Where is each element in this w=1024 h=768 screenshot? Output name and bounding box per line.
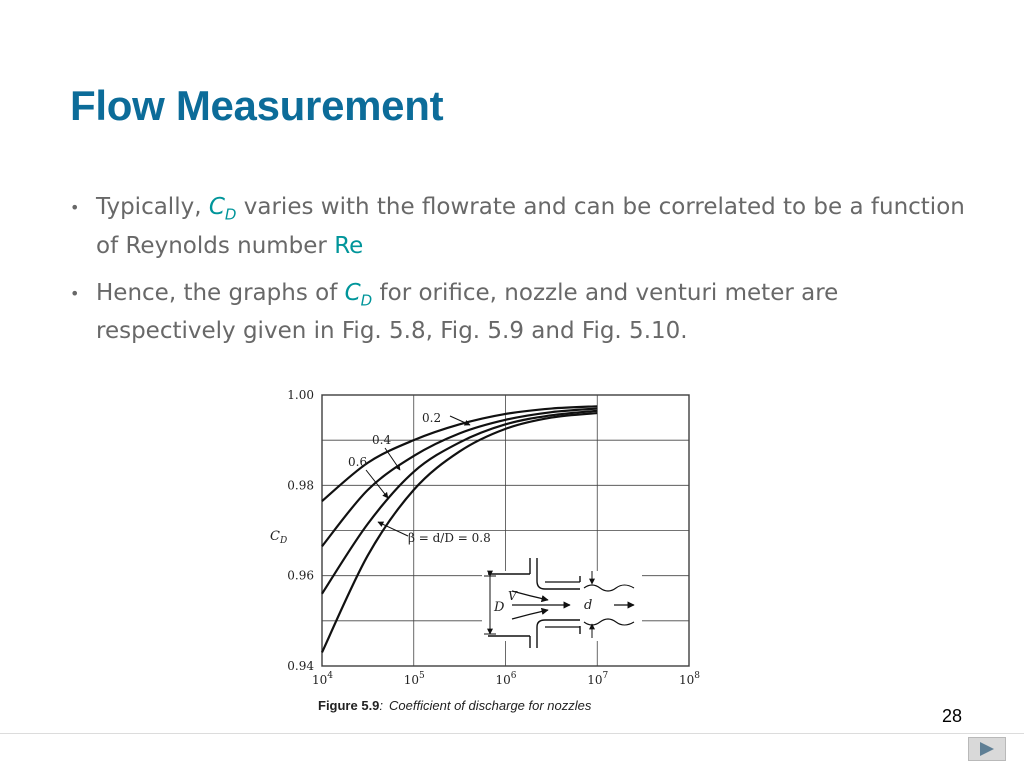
- y-tick-label: 0.96: [287, 568, 314, 583]
- velocity-label-V: V: [508, 589, 517, 603]
- page-number: 28: [941, 706, 962, 726]
- cd-symbol: $C_D$: [208, 194, 237, 224]
- curve-label-0.6: 0.6: [348, 455, 368, 469]
- y-tick-label: 1.00: [287, 388, 314, 402]
- bullet-dot-icon: •: [70, 283, 80, 303]
- bullet-list: [70, 192, 970, 363]
- x-tick-label: $10^8$: [679, 671, 701, 687]
- x-tick-label: $10^7$: [587, 671, 609, 687]
- footer-divider: [0, 733, 1024, 734]
- play-arrow-icon: [979, 742, 995, 756]
- cd-symbol: $C_D$: [344, 279, 373, 310]
- bullet-text: Hence, the graphs of: [96, 279, 345, 306]
- y-tick-label: 0.94: [287, 659, 314, 673]
- y-tick-label: 0.98: [287, 478, 314, 493]
- y-axis-label: $C_D$: [270, 529, 288, 546]
- bullet-item: [70, 192, 970, 262]
- re-symbol: Re: [334, 232, 364, 259]
- bullet-dot-icon: •: [70, 198, 80, 217]
- figure-5-9: [262, 386, 706, 716]
- bullet-text: varies with the flowrate and can be correlated to be a function of Reynolds number: [96, 194, 965, 259]
- next-slide-button[interactable]: [968, 737, 1006, 761]
- curve-label-0.2: 0.2: [422, 411, 442, 425]
- x-tick-label: $10^4$: [312, 671, 334, 687]
- curve-label-0.4: 0.4: [372, 433, 392, 447]
- x-tick-label: $10^5$: [403, 671, 425, 687]
- nozzle-discharge-chart: [262, 386, 706, 716]
- bullet-item: [70, 278, 970, 348]
- bullet-text: for orifice, nozzle and venturi meter are respectively given in Fig. 5.8, Fig. 5.9 and Fig. 5.10.: [96, 279, 839, 345]
- diameter-label-d: d: [584, 598, 593, 613]
- slide-title: Flow Measurement: [70, 82, 444, 129]
- nozzle-schematic: [482, 558, 642, 648]
- diameter-label-D: D: [494, 600, 505, 615]
- figure-caption: Figure 5.9: Coefficient of discharge for nozzles: [318, 698, 592, 713]
- curve-label-0.8: β = d/D = 0.8: [408, 531, 491, 545]
- x-tick-label: $10^6$: [495, 671, 517, 687]
- bullet-text: Typically,: [96, 194, 209, 220]
